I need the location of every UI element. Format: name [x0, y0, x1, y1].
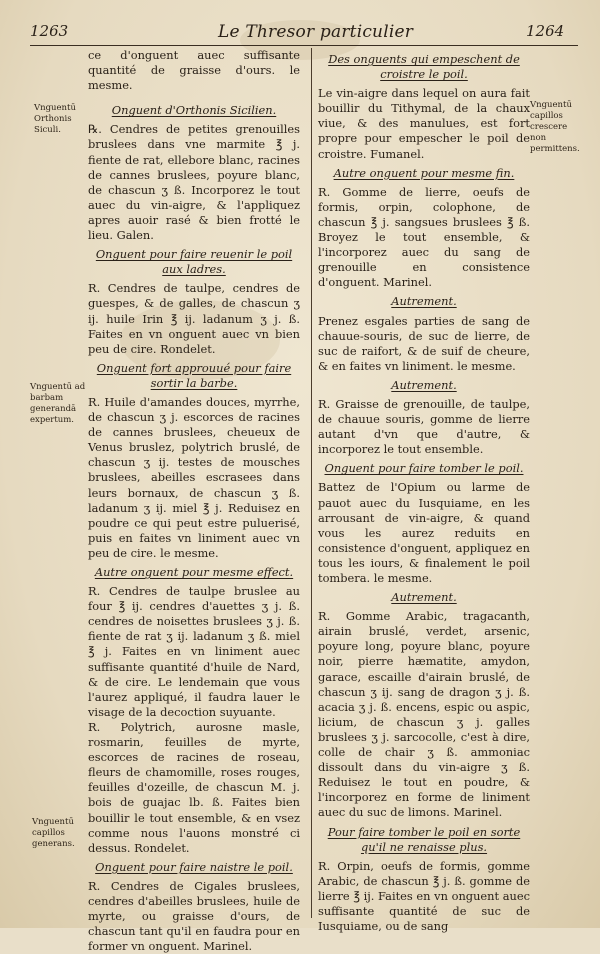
- paragraph: R. Gomme de lierre, oeufs de formis, orpin, colophone, de chascun ℥ j. sangsues bruslees ℥ ß. Broyez le tout ensemble, & l'incorporez auec du sang de grenouille en consistence d'onguent. Marinel.: [318, 184, 530, 290]
- paragraph: R. Huile d'amandes douces, myrrhe, de chascun ʒ j. escorces de racines de cannes bruslees, cheueux de Venus bruslez, polytrich bruslé, de chascun ʒ ij. testes de mousches bruslees, abeilles escrasees dans leurs bornaux, de chascun ʒ ß. ladanum ʒ ij. miel ℥ j. Reduisez en poudre ce qui peut estre puluerisé, puis en faites vn liniment auec vn peu de cire. le mesme.: [88, 394, 300, 560]
- paragraph: ce d'onguent auec suffisante quantité de graisse d'ours. le mesme.: [88, 48, 300, 93]
- section-heading: Onguent pour faire tomber le poil.: [324, 461, 524, 476]
- section-heading: Autrement.: [391, 590, 457, 605]
- section-heading: Des onguents qui empeschent de croistre le poil.: [328, 52, 520, 82]
- paragraph: R. Polytrich, aurosne masle, rosmarin, feuilles de myrte, escorces de racines de roseau, fleurs de chamomille, roses rouges, feuilles d'ozeille, de chascun M. j. bois de guajac lb. ß. Faites bien bouillir le tout ensemble, & en vsez comme nous l'auons monstré ci dessus. Rondelet.: [88, 719, 300, 855]
- section-heading: Autrement.: [391, 294, 457, 309]
- paragraph: Battez de l'Opium ou larme de pauot auec du Iusquiame, en les arrousant de vin-aigre, & quand vous les aurez reduits en consistence d'onguent, appliquez en tous les iours, & finalement le poil tombera. le mesme.: [318, 480, 530, 585]
- running-title: Le Thresor particulier: [218, 22, 414, 42]
- section-heading: Onguent d'Orthonis Sicilien.: [111, 103, 277, 118]
- paragraph: R. Graisse de grenouille, de taulpe, de chauue souris, gomme de lierre autant d'vn que d'autre, & incorporez le tout ensemble.: [318, 396, 530, 457]
- folio-number-left: 1263: [30, 22, 69, 40]
- margin-note-right-1: Vnguentū capillos crescere non permittens.: [530, 100, 580, 154]
- paragraph: R. Cendres de Cigales bruslees, cendres d'abeilles bruslees, huile de myrte, ou graisse d'ours, de chascun tant qu'il en faudra pour en former vn onguent. Marinel.: [88, 878, 300, 954]
- page-header: [0, 8, 600, 48]
- column-divider: [311, 48, 312, 918]
- section-heading: Onguent pour faire naistre le poil.: [95, 859, 293, 874]
- section-heading: Onguent pour faire reuenir le poil aux ladres.: [95, 247, 293, 277]
- section-heading: Pour faire tomber le poil en sorte qu'il ne renaisse plus.: [327, 824, 521, 854]
- right-column: [318, 48, 530, 934]
- section-heading: Autre onguent pour mesme fin.: [333, 165, 515, 180]
- paragraph: R. Gomme Arabic, tragacanth, airain bruslé, verdet, arsenic, poyure long, poyure blanc, poyure noir, pierre hæmatite, amydon, garace, escaille d'airain bruslé, de chascun ʒ ij. sang de dragon ʒ j. ß. acacia ʒ j. ß. encens, espic ou aspic, licium, de chascun ʒ j. galles bruslees ʒ j. sarcocolle, c'est à dire, colle de chair ʒ ß. ammoniac dissoult dans du vin-aigre ʒ ß. Reduisez le tout en poudre, & l'incorporez en forme de liniment auec du suc de limons. Marinel.: [318, 609, 530, 820]
- header-rule: [30, 45, 578, 46]
- margin-note-left-1: Vnguentū Orthonis Siculi.: [34, 103, 76, 135]
- paragraph: R. Orpin, oeufs de formis, gomme Arabic, de chascun ℥ j. ß. gomme de lierre ℥ ij. Faites en vn onguent auec suffisante quantité de suc de Iusquiame, ou de sang: [318, 858, 530, 934]
- margin-note-left-3: Vnguentū capillos generans.: [32, 817, 75, 849]
- paragraph: ℞. Cendres de petites grenouilles bruslees dans vne marmite ℥ j. fiente de rat, ellebore blanc, racines de cannes bruslees, poyure blanc, de chascun ʒ ß. Incorporez le tout auec du vin-aigre, & l'appliquez apres auoir rasé & bien frotté le lieu. Galen.: [88, 122, 300, 243]
- paragraph: Le vin-aigre dans lequel on aura fait bouillir du Tithymal, de la chaux viue, & des manulues, est fort propre pour empescher le poil de croistre. Fumanel.: [318, 86, 530, 161]
- paragraph: R. Cendres de taulpe bruslee au four ℥ ij. cendres d'auettes ʒ j. ß. cendres de noisettes bruslees ʒ j. ß. fiente de rat ʒ ij. ladanum ʒ ß. miel ℥ j. Faites en vn liniment auec suffisante quantité d'huile de Nard, & de cire. Le lendemain que vous l'aurez appliqué, il faudra lauer le visage de la decoction suyuante.: [88, 584, 300, 719]
- section-heading: Onguent fort approuué pour faire sortir la barbe.: [96, 360, 292, 390]
- paragraph: R. Cendres de taulpe, cendres de guespes, & de galles, de chascun ʒ ij. huile Irin ℥ ij. ladanum ʒ j. ß. Faites en vn onguent auec vn bien peu de cire. Rondelet.: [88, 281, 300, 356]
- section-heading: Autre onguent pour mesme effect.: [94, 565, 294, 579]
- folio-number-right: 1264: [526, 22, 565, 40]
- left-column: [88, 48, 300, 954]
- paragraph: Prenez esgales parties de sang de chauue-souris, de suc de lierre, de suc de raifort, & de suif de cheure, & en faites vn liniment. le mesme.: [318, 313, 530, 373]
- margin-note-left-2: Vnguentū ad barbam generandā expertum.: [30, 382, 86, 425]
- section-heading: Autrement.: [391, 377, 457, 392]
